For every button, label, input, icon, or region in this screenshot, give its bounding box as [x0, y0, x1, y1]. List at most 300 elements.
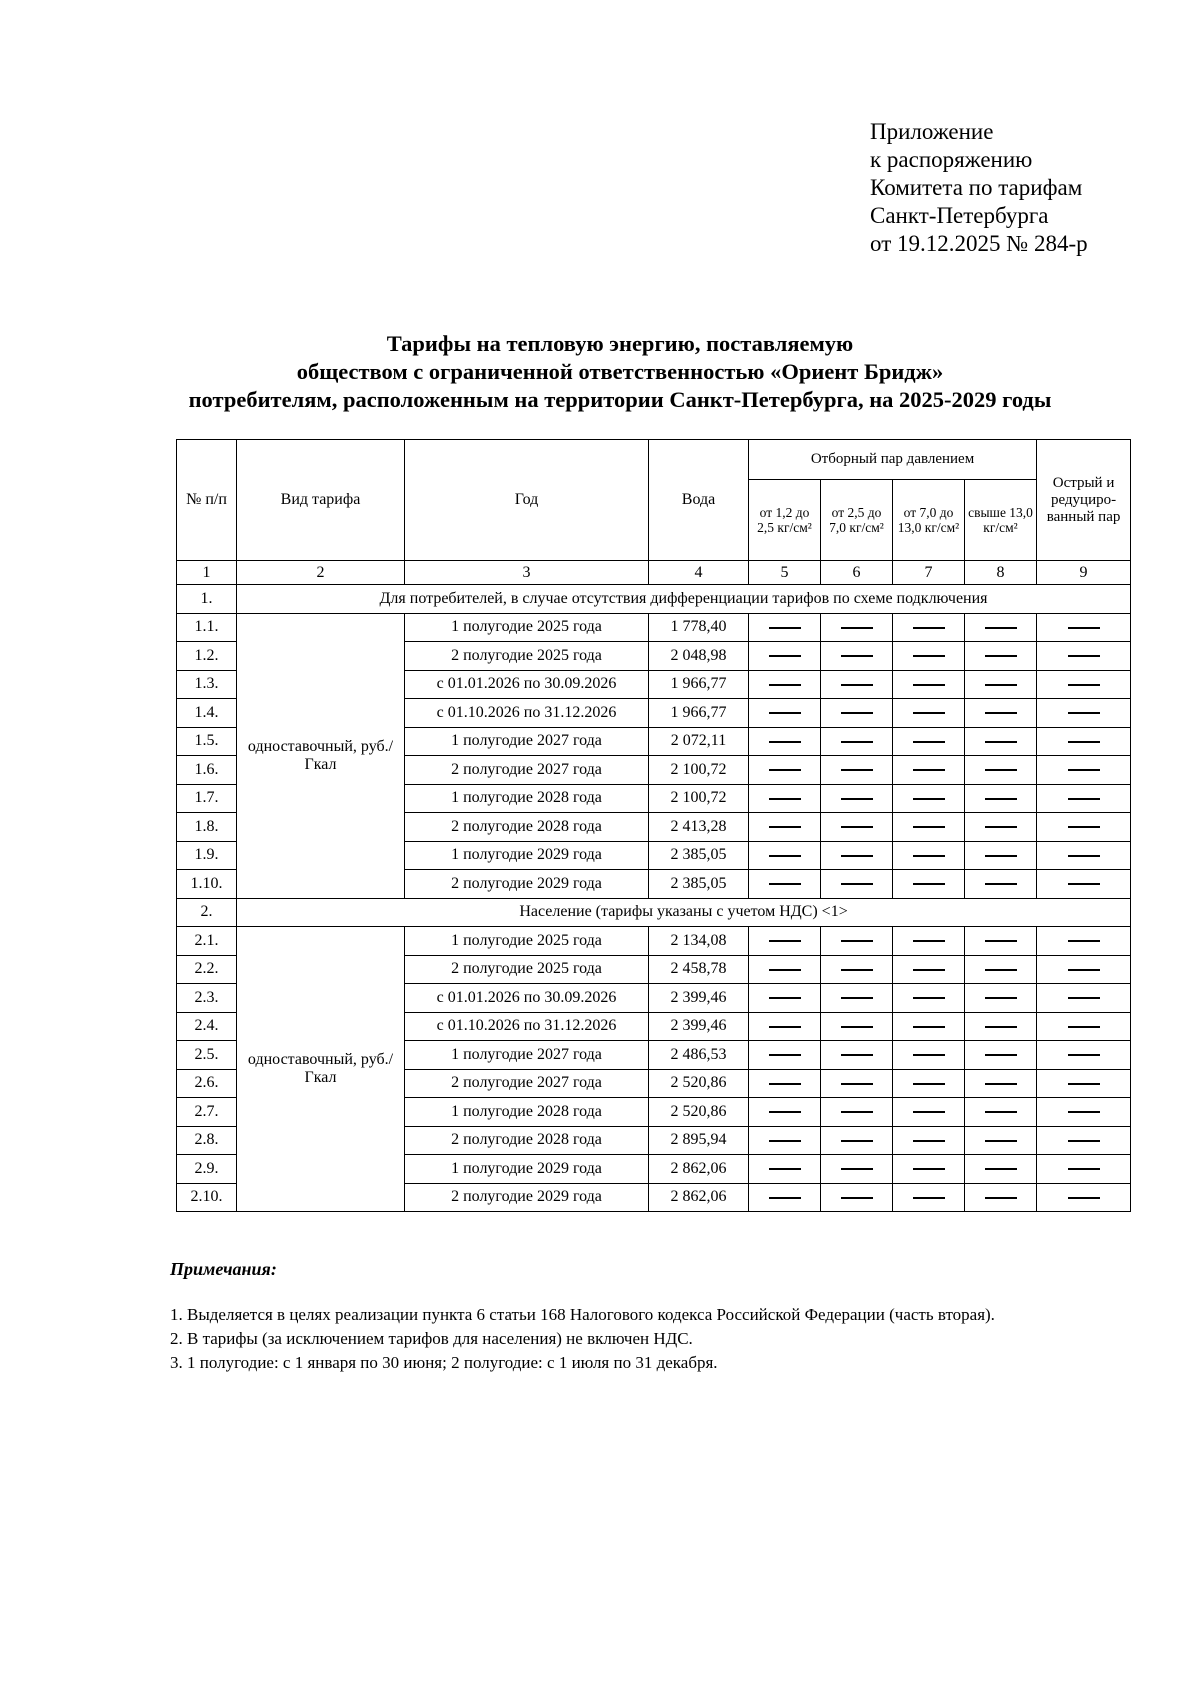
appendix-line: Санкт-Петербурга — [870, 203, 1049, 228]
dash-cell — [965, 927, 1037, 956]
dash-cell — [749, 1041, 821, 1070]
dash-mark — [769, 1197, 801, 1199]
period-cell: с 01.01.2026 по 30.09.2026 — [405, 670, 649, 699]
dash-mark — [769, 769, 801, 771]
dash-cell — [893, 1012, 965, 1041]
dash-mark — [913, 1083, 945, 1085]
dash-mark — [913, 769, 945, 771]
dash-mark — [841, 1054, 873, 1056]
row-num: 2.5. — [177, 1041, 237, 1070]
dash-cell — [749, 870, 821, 899]
header-num: № п/п — [177, 440, 237, 561]
dash-mark — [841, 997, 873, 999]
dash-cell — [749, 1155, 821, 1184]
dash-cell — [1037, 927, 1131, 956]
dash-cell — [893, 984, 965, 1013]
dash-cell — [1037, 1126, 1131, 1155]
dash-mark — [1068, 741, 1100, 743]
dash-mark — [1068, 798, 1100, 800]
section-num: 2. — [177, 898, 237, 927]
column-numbers-row — [177, 561, 1131, 585]
row-num: 1.2. — [177, 642, 237, 671]
dash-cell — [893, 670, 965, 699]
dash-mark — [769, 1026, 801, 1028]
tariffs-table-body — [177, 585, 1131, 1212]
section-title: Население (тарифы указаны с учетом НДС) <1> — [237, 898, 1131, 927]
water-tariff-cell: 2 458,78 — [649, 955, 749, 984]
table-row — [177, 613, 1131, 642]
dash-mark — [841, 1197, 873, 1199]
dash-cell — [821, 1183, 893, 1212]
column-number: 1 — [177, 561, 237, 585]
appendix-block — [870, 118, 1190, 258]
dash-mark — [985, 1140, 1017, 1142]
dash-mark — [769, 883, 801, 885]
period-cell: 1 полугодие 2028 года — [405, 784, 649, 813]
dash-mark — [913, 741, 945, 743]
water-tariff-cell: 1 966,77 — [649, 670, 749, 699]
dash-mark — [985, 1111, 1017, 1113]
dash-cell — [821, 1155, 893, 1184]
dash-cell — [749, 784, 821, 813]
water-tariff-cell: 2 072,11 — [649, 727, 749, 756]
dash-mark — [769, 940, 801, 942]
dash-mark — [913, 997, 945, 999]
water-tariff-cell: 2 048,98 — [649, 642, 749, 671]
appendix-line: к распоряжению — [870, 147, 1033, 172]
dash-mark — [913, 969, 945, 971]
dash-mark — [769, 627, 801, 629]
dash-mark — [985, 1026, 1017, 1028]
dash-cell — [1037, 756, 1131, 785]
dash-cell — [965, 670, 1037, 699]
dash-cell — [965, 1098, 1037, 1127]
dash-mark — [1068, 940, 1100, 942]
dash-cell — [821, 1012, 893, 1041]
water-tariff-cell: 1 778,40 — [649, 613, 749, 642]
dash-cell — [965, 642, 1037, 671]
dash-mark — [985, 655, 1017, 657]
document-title — [120, 330, 1120, 414]
section-num: 1. — [177, 585, 237, 614]
dash-mark — [913, 826, 945, 828]
dash-cell — [965, 870, 1037, 899]
dash-cell — [965, 727, 1037, 756]
dash-cell — [965, 1155, 1037, 1184]
row-num: 1.10. — [177, 870, 237, 899]
period-cell: 1 полугодие 2028 года — [405, 1098, 649, 1127]
header-steam-2: от 2,5 до 7,0 кг/см² — [821, 480, 893, 561]
tariffs-table — [176, 439, 1131, 1212]
column-number: 7 — [893, 561, 965, 585]
dash-cell — [821, 984, 893, 1013]
dash-mark — [1068, 883, 1100, 885]
period-cell: 2 полугодие 2028 года — [405, 813, 649, 842]
header-steam-3: от 7,0 до 13,0 кг/см² — [893, 480, 965, 561]
dash-mark — [841, 1111, 873, 1113]
dash-mark — [985, 627, 1017, 629]
dash-mark — [841, 712, 873, 714]
column-number: 2 — [237, 561, 405, 585]
dash-cell — [1037, 1155, 1131, 1184]
dash-cell — [749, 756, 821, 785]
dash-cell — [965, 813, 1037, 842]
tariff-type-cell: одноставочный, руб./Гкал — [237, 927, 405, 1212]
dash-cell — [965, 699, 1037, 728]
dash-cell — [965, 841, 1037, 870]
section-row — [177, 585, 1131, 614]
dash-cell — [821, 870, 893, 899]
row-num: 1.1. — [177, 613, 237, 642]
dash-cell — [821, 927, 893, 956]
header-sharp-steam: Острый и редуциро-ванный пар — [1037, 440, 1131, 561]
notes-title: Примечания: — [170, 1259, 277, 1279]
dash-cell — [893, 756, 965, 785]
appendix-line: Приложение — [870, 119, 994, 144]
dash-mark — [913, 1111, 945, 1113]
dash-mark — [841, 769, 873, 771]
period-cell: 2 полугодие 2025 года — [405, 955, 649, 984]
period-cell: 2 полугодие 2027 года — [405, 756, 649, 785]
water-tariff-cell: 2 520,86 — [649, 1069, 749, 1098]
dash-cell — [893, 813, 965, 842]
dash-mark — [1068, 1140, 1100, 1142]
dash-cell — [1037, 699, 1131, 728]
dash-mark — [841, 826, 873, 828]
dash-cell — [965, 984, 1037, 1013]
dash-mark — [985, 712, 1017, 714]
column-number: 5 — [749, 561, 821, 585]
dash-mark — [913, 1054, 945, 1056]
header-year: Год — [405, 440, 649, 561]
row-num: 1.6. — [177, 756, 237, 785]
dash-cell — [749, 670, 821, 699]
period-cell: с 01.10.2026 по 31.12.2026 — [405, 1012, 649, 1041]
dash-cell — [821, 670, 893, 699]
note-item: 3. 1 полугодие: с 1 января по 30 июня; 2 полугодие: с 1 июля по 31 декабря. — [170, 1353, 718, 1372]
dash-cell — [749, 613, 821, 642]
dash-mark — [913, 1197, 945, 1199]
dash-cell — [965, 1041, 1037, 1070]
dash-mark — [1068, 684, 1100, 686]
dash-mark — [841, 655, 873, 657]
row-num: 1.3. — [177, 670, 237, 699]
column-number: 6 — [821, 561, 893, 585]
dash-cell — [821, 784, 893, 813]
header-water: Вода — [649, 440, 749, 561]
note-item: 1. Выделяется в целях реализации пункта 6 статьи 168 Налогового кодекса Российской Федерации (часть вторая). — [170, 1305, 995, 1324]
dash-mark — [1068, 969, 1100, 971]
dash-cell — [893, 1183, 965, 1212]
dash-mark — [1068, 1054, 1100, 1056]
period-cell: 2 полугодие 2029 года — [405, 1183, 649, 1212]
dash-mark — [985, 798, 1017, 800]
dash-cell — [965, 756, 1037, 785]
dash-cell — [1037, 813, 1131, 842]
dash-mark — [1068, 1197, 1100, 1199]
row-num: 2.8. — [177, 1126, 237, 1155]
water-tariff-cell: 2 520,86 — [649, 1098, 749, 1127]
period-cell: 1 полугодие 2027 года — [405, 1041, 649, 1070]
dash-mark — [769, 1054, 801, 1056]
dash-cell — [893, 1155, 965, 1184]
dash-mark — [913, 655, 945, 657]
dash-cell — [821, 642, 893, 671]
water-tariff-cell: 2 399,46 — [649, 1012, 749, 1041]
header-steam-1: от 1,2 до 2,5 кг/см² — [749, 480, 821, 561]
dash-cell — [749, 927, 821, 956]
water-tariff-cell: 2 895,94 — [649, 1126, 749, 1155]
dash-mark — [1068, 1026, 1100, 1028]
dash-cell — [821, 613, 893, 642]
dash-mark — [769, 655, 801, 657]
dash-cell — [1037, 727, 1131, 756]
dash-cell — [893, 1069, 965, 1098]
dash-mark — [1068, 997, 1100, 999]
row-num: 1.7. — [177, 784, 237, 813]
dash-mark — [769, 1111, 801, 1113]
dash-mark — [769, 826, 801, 828]
dash-cell — [965, 955, 1037, 984]
header-steam-group: Отборный пар давлением — [749, 440, 1037, 480]
dash-cell — [893, 1098, 965, 1127]
dash-mark — [985, 826, 1017, 828]
dash-cell — [893, 699, 965, 728]
water-tariff-cell: 2 100,72 — [649, 784, 749, 813]
dash-cell — [893, 927, 965, 956]
dash-mark — [769, 1140, 801, 1142]
dash-cell — [749, 955, 821, 984]
row-num: 2.1. — [177, 927, 237, 956]
dash-cell — [1037, 784, 1131, 813]
row-num: 2.10. — [177, 1183, 237, 1212]
dash-cell — [821, 699, 893, 728]
dash-cell — [821, 756, 893, 785]
dash-mark — [913, 1140, 945, 1142]
dash-mark — [841, 940, 873, 942]
dash-mark — [841, 1168, 873, 1170]
dash-mark — [841, 883, 873, 885]
dash-mark — [769, 969, 801, 971]
dash-cell — [1037, 613, 1131, 642]
dash-mark — [841, 1083, 873, 1085]
dash-cell — [893, 1041, 965, 1070]
dash-cell — [749, 984, 821, 1013]
dash-cell — [965, 784, 1037, 813]
dash-mark — [1068, 1168, 1100, 1170]
dash-mark — [1068, 655, 1100, 657]
dash-cell — [749, 699, 821, 728]
water-tariff-cell: 2 385,05 — [649, 870, 749, 899]
dash-mark — [841, 969, 873, 971]
water-tariff-cell: 2 385,05 — [649, 841, 749, 870]
dash-mark — [841, 741, 873, 743]
dash-cell — [965, 1126, 1037, 1155]
dash-cell — [749, 642, 821, 671]
header-steam-4: свыше 13,0 кг/см² — [965, 480, 1037, 561]
title-line: обществом с ограниченной ответственностью «Ориент Бридж» — [296, 359, 944, 384]
dash-cell — [1037, 984, 1131, 1013]
water-tariff-cell: 2 862,06 — [649, 1155, 749, 1184]
dash-cell — [1037, 1183, 1131, 1212]
dash-cell — [893, 784, 965, 813]
dash-mark — [985, 1083, 1017, 1085]
dash-mark — [769, 741, 801, 743]
row-num: 2.3. — [177, 984, 237, 1013]
dash-mark — [985, 684, 1017, 686]
dash-mark — [841, 1140, 873, 1142]
appendix-line: от 19.12.2025 № 284-р — [870, 231, 1088, 256]
dash-mark — [985, 1197, 1017, 1199]
row-num: 2.7. — [177, 1098, 237, 1127]
row-num: 2.9. — [177, 1155, 237, 1184]
period-cell: 1 полугодие 2025 года — [405, 613, 649, 642]
dash-cell — [1037, 1069, 1131, 1098]
water-tariff-cell: 2 399,46 — [649, 984, 749, 1013]
dash-mark — [1068, 627, 1100, 629]
title-line: потребителям, расположенным на территории Санкт-Петербурга, на 2025-2029 годы — [188, 387, 1052, 412]
dash-mark — [1068, 1083, 1100, 1085]
dash-cell — [893, 955, 965, 984]
dash-cell — [893, 613, 965, 642]
dash-cell — [821, 1041, 893, 1070]
row-num: 1.9. — [177, 841, 237, 870]
dash-cell — [1037, 642, 1131, 671]
dash-cell — [821, 1098, 893, 1127]
dash-mark — [913, 855, 945, 857]
dash-mark — [985, 969, 1017, 971]
section-row — [177, 898, 1131, 927]
row-num: 1.4. — [177, 699, 237, 728]
dash-cell — [749, 813, 821, 842]
dash-mark — [913, 798, 945, 800]
dash-cell — [1037, 1012, 1131, 1041]
dash-mark — [841, 1026, 873, 1028]
dash-cell — [749, 841, 821, 870]
period-cell: 2 полугодие 2025 года — [405, 642, 649, 671]
dash-mark — [769, 712, 801, 714]
dash-cell — [749, 1098, 821, 1127]
dash-cell — [1037, 841, 1131, 870]
dash-mark — [913, 1026, 945, 1028]
column-number: 8 — [965, 561, 1037, 585]
dash-mark — [985, 741, 1017, 743]
period-cell: с 01.01.2026 по 30.09.2026 — [405, 984, 649, 1013]
dash-cell — [749, 727, 821, 756]
dash-cell — [1037, 870, 1131, 899]
dash-cell — [965, 1069, 1037, 1098]
dash-cell — [821, 1069, 893, 1098]
water-tariff-cell: 2 134,08 — [649, 927, 749, 956]
tariff-type-cell: одноставочный, руб./Гкал — [237, 613, 405, 898]
dash-mark — [841, 855, 873, 857]
period-cell: 1 полугодие 2027 года — [405, 727, 649, 756]
period-cell: 1 полугодие 2029 года — [405, 1155, 649, 1184]
column-number: 3 — [405, 561, 649, 585]
dash-cell — [821, 841, 893, 870]
dash-cell — [1037, 670, 1131, 699]
dash-mark — [841, 684, 873, 686]
notes-block — [170, 1257, 1130, 1375]
dash-mark — [913, 684, 945, 686]
dash-mark — [1068, 826, 1100, 828]
column-number: 4 — [649, 561, 749, 585]
dash-mark — [985, 997, 1017, 999]
row-num: 1.8. — [177, 813, 237, 842]
period-cell: 2 полугодие 2028 года — [405, 1126, 649, 1155]
dash-mark — [913, 712, 945, 714]
dash-cell — [821, 727, 893, 756]
dash-mark — [841, 627, 873, 629]
dash-mark — [985, 855, 1017, 857]
dash-mark — [985, 940, 1017, 942]
period-cell: 2 полугодие 2027 года — [405, 1069, 649, 1098]
dash-mark — [913, 883, 945, 885]
dash-cell — [749, 1069, 821, 1098]
dash-cell — [893, 870, 965, 899]
row-num: 2.4. — [177, 1012, 237, 1041]
dash-mark — [769, 798, 801, 800]
water-tariff-cell: 2 486,53 — [649, 1041, 749, 1070]
dash-mark — [1068, 769, 1100, 771]
row-num: 1.5. — [177, 727, 237, 756]
period-cell: 1 полугодие 2029 года — [405, 841, 649, 870]
dash-mark — [769, 1168, 801, 1170]
header-tariff-type: Вид тарифа — [237, 440, 405, 561]
dash-mark — [1068, 712, 1100, 714]
dash-cell — [821, 955, 893, 984]
row-num: 2.2. — [177, 955, 237, 984]
dash-mark — [985, 1168, 1017, 1170]
period-cell: 1 полугодие 2025 года — [405, 927, 649, 956]
dash-cell — [1037, 1041, 1131, 1070]
water-tariff-cell: 2 862,06 — [649, 1183, 749, 1212]
dash-cell — [893, 642, 965, 671]
dash-cell — [965, 613, 1037, 642]
dash-cell — [1037, 955, 1131, 984]
dash-cell — [965, 1012, 1037, 1041]
dash-mark — [913, 1168, 945, 1170]
water-tariff-cell: 2 413,28 — [649, 813, 749, 842]
period-cell: с 01.10.2026 по 31.12.2026 — [405, 699, 649, 728]
dash-mark — [913, 940, 945, 942]
dash-cell — [893, 1126, 965, 1155]
appendix-line: Комитета по тарифам — [870, 175, 1083, 200]
dash-cell — [965, 1183, 1037, 1212]
dash-cell — [893, 727, 965, 756]
dash-cell — [1037, 1098, 1131, 1127]
period-cell: 2 полугодие 2029 года — [405, 870, 649, 899]
column-number: 9 — [1037, 561, 1131, 585]
dash-cell — [749, 1012, 821, 1041]
dash-cell — [893, 841, 965, 870]
water-tariff-cell: 2 100,72 — [649, 756, 749, 785]
dash-mark — [913, 627, 945, 629]
table-row — [177, 927, 1131, 956]
dash-cell — [749, 1183, 821, 1212]
row-num: 2.6. — [177, 1069, 237, 1098]
section-title: Для потребителей, в случае отсутствия дифференциации тарифов по схеме подключения — [237, 585, 1131, 614]
dash-mark — [1068, 855, 1100, 857]
dash-cell — [821, 813, 893, 842]
dash-cell — [749, 1126, 821, 1155]
dash-mark — [841, 798, 873, 800]
dash-mark — [985, 883, 1017, 885]
dash-mark — [769, 855, 801, 857]
dash-cell — [821, 1126, 893, 1155]
dash-mark — [769, 1083, 801, 1085]
dash-mark — [769, 997, 801, 999]
